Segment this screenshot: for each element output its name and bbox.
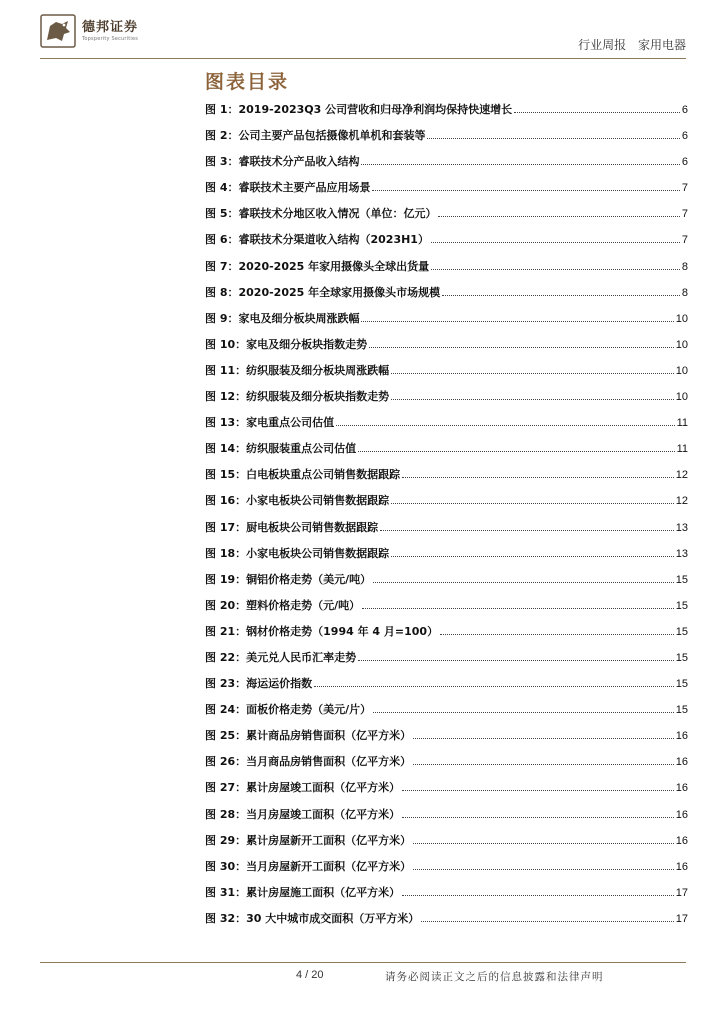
toc-entry-label: 图 19：铜铝价格走势（美元/吨） xyxy=(205,572,372,586)
toc-entry-page: 13 xyxy=(675,521,688,534)
toc-entry[interactable] xyxy=(205,806,688,832)
toc-entry[interactable] xyxy=(205,362,688,388)
toc-entry[interactable] xyxy=(205,597,688,623)
toc-entry-label: 图 3：睿联技术分产品收入结构 xyxy=(205,155,360,169)
toc-dot-leader xyxy=(402,817,674,818)
toc-entry-label: 图 25：累计商品房销售面积（亿平方米） xyxy=(205,729,412,743)
toc-entry[interactable] xyxy=(205,310,688,336)
toc-entry[interactable] xyxy=(205,910,688,936)
header-divider xyxy=(40,58,686,59)
toc-entry-label: 图 16：小家电板块公司销售数据跟踪 xyxy=(205,494,390,508)
toc-dot-leader xyxy=(391,503,674,504)
toc-entry-page: 6 xyxy=(681,156,688,169)
toc-entry-page: 15 xyxy=(675,573,688,586)
toc-dot-leader xyxy=(514,112,680,113)
toc-entry-label: 图 9：家电及细分板块周涨跌幅 xyxy=(205,311,360,325)
toc-entry-label: 图 28：当月房屋竣工面积（亿平方米） xyxy=(205,807,401,821)
logo-english-name: Topsperity Securities xyxy=(82,35,139,42)
toc-dot-leader xyxy=(413,869,674,870)
toc-entry[interactable] xyxy=(205,284,688,310)
toc-entry[interactable] xyxy=(205,231,688,257)
toc-dot-leader xyxy=(431,269,680,270)
toc-entry[interactable] xyxy=(205,492,688,518)
toc-entry[interactable] xyxy=(205,466,688,492)
toc-dot-leader xyxy=(358,451,674,452)
toc-dot-leader xyxy=(427,138,679,139)
toc-entry-page: 7 xyxy=(681,234,688,247)
toc-entry-page: 15 xyxy=(675,704,688,717)
toc-entry-page: 16 xyxy=(675,808,688,821)
toc-entry-page: 8 xyxy=(681,260,688,273)
toc-entry[interactable] xyxy=(205,701,688,727)
toc-dot-leader xyxy=(413,764,674,765)
toc-entry-page: 16 xyxy=(675,730,688,743)
toc-entry-page: 11 xyxy=(676,443,688,456)
toc-entry-label: 图 11：纺织服装及细分板块周涨跌幅 xyxy=(205,363,390,377)
toc-entry[interactable] xyxy=(205,153,688,179)
toc-entry-page: 10 xyxy=(675,338,688,351)
toc-dot-leader xyxy=(380,530,674,531)
toc-dot-leader xyxy=(336,425,674,426)
toc-dot-leader xyxy=(402,790,674,791)
toc-dot-leader xyxy=(372,190,679,191)
toc-entry[interactable] xyxy=(205,258,688,284)
header-report-info xyxy=(578,36,686,53)
toc-entry[interactable] xyxy=(205,858,688,884)
toc-entry[interactable] xyxy=(205,440,688,466)
logo-mark-icon xyxy=(40,14,76,48)
toc-entry[interactable] xyxy=(205,519,688,545)
toc-dot-leader xyxy=(314,686,674,687)
toc-dot-leader xyxy=(391,399,674,400)
toc-entry[interactable] xyxy=(205,101,688,127)
toc-entry-page: 6 xyxy=(681,104,688,116)
toc-entry-label: 图 13：家电重点公司估值 xyxy=(205,416,335,430)
toc-dot-leader xyxy=(391,556,674,557)
toc-dot-leader xyxy=(358,660,674,661)
toc-entry-label: 图 5：睿联技术分地区收入情况（单位：亿元） xyxy=(205,207,437,221)
page-number: 4 / 20 xyxy=(296,969,324,981)
toc-entry-label: 图 23：海运运价指数 xyxy=(205,677,313,691)
toc-entry-label: 图 6：睿联技术分渠道收入结构（2023H1） xyxy=(205,233,429,247)
toc-entry-page: 17 xyxy=(675,912,688,925)
toc-entry[interactable] xyxy=(205,571,688,597)
toc-entry-label: 图 20：塑料价格走势（元/吨） xyxy=(205,598,361,612)
toc-entry-label: 图 1：2019-2023Q3 公司营收和归母净利润均保持快速增长 xyxy=(205,103,513,116)
footer-divider xyxy=(40,962,686,963)
toc-entry[interactable] xyxy=(205,675,688,701)
toc-title: 图表目录 xyxy=(205,71,290,93)
toc-list xyxy=(205,101,688,936)
toc-entry[interactable] xyxy=(205,388,688,414)
toc-dot-leader xyxy=(413,738,674,739)
toc-dot-leader xyxy=(440,634,674,635)
logo-chinese-name: 德邦证券 xyxy=(82,19,139,35)
toc-dot-leader xyxy=(442,295,680,296)
toc-entry-page: 10 xyxy=(675,312,688,325)
toc-dot-leader xyxy=(373,712,674,713)
toc-entry[interactable] xyxy=(205,414,688,440)
toc-entry-label: 图 27：累计房屋竣工面积（亿平方米） xyxy=(205,781,401,795)
toc-entry-page: 16 xyxy=(675,756,688,769)
toc-entry-label: 图 22：美元兑人民币汇率走势 xyxy=(205,650,357,664)
toc-dot-leader xyxy=(413,843,674,844)
toc-dot-leader xyxy=(373,582,674,583)
toc-entry-label: 图 4：睿联技术主要产品应用场景 xyxy=(205,181,371,195)
toc-entry-label: 图 8：2020-2025 年全球家用摄像头市场规模 xyxy=(205,285,441,299)
footer-disclaimer: 请务必阅读正文之后的信息披露和法律声明 xyxy=(385,971,604,983)
toc-entry-label: 图 18：小家电板块公司销售数据跟踪 xyxy=(205,546,390,560)
toc-entry[interactable] xyxy=(205,336,688,362)
toc-entry-label: 图 29：累计房屋新开工面积（亿平方米） xyxy=(205,833,412,847)
report-type: 行业周报 xyxy=(578,38,627,52)
toc-entry-page: 11 xyxy=(676,417,688,430)
toc-entry-page: 16 xyxy=(675,782,688,795)
toc-entry-label: 图 17：厨电板块公司销售数据跟踪 xyxy=(205,520,379,534)
toc-entry[interactable] xyxy=(205,205,688,231)
toc-entry[interactable] xyxy=(205,545,688,571)
toc-entry-page: 7 xyxy=(681,182,688,195)
toc-entry-page: 17 xyxy=(675,886,688,899)
toc-entry-label: 图 30：当月房屋新开工面积（亿平方米） xyxy=(205,859,412,873)
toc-entry-label: 图 2：公司主要产品包括摄像机单机和套装等 xyxy=(205,129,426,143)
page-header xyxy=(0,0,724,60)
toc-entry-label: 图 10：家电及细分板块指数走势 xyxy=(205,337,368,351)
toc-entry-label: 图 31：累计房屋施工面积（亿平方米） xyxy=(205,885,401,899)
report-sector: 家用电器 xyxy=(637,38,686,52)
toc-entry-label: 图 32：30 大中城市成交面积（万平方米） xyxy=(205,911,420,925)
toc-entry[interactable] xyxy=(205,623,688,649)
toc-entry-page: 7 xyxy=(681,208,688,221)
toc-entry-label: 图 24：面板价格走势（美元/片） xyxy=(205,703,372,717)
toc-dot-leader xyxy=(391,373,674,374)
toc-entry-page: 15 xyxy=(675,625,688,638)
toc-entry-page: 15 xyxy=(675,599,688,612)
toc-entry-page: 16 xyxy=(675,860,688,873)
toc-entry-page: 13 xyxy=(675,547,688,560)
toc-entry-page: 12 xyxy=(675,469,688,482)
toc-dot-leader xyxy=(431,242,680,243)
toc-dot-leader xyxy=(361,164,679,165)
toc-entry-label: 图 14：纺织服装重点公司估值 xyxy=(205,442,357,456)
toc-entry[interactable] xyxy=(205,884,688,910)
toc-dot-leader xyxy=(362,608,674,609)
toc-dot-leader xyxy=(369,347,674,348)
toc-dot-leader xyxy=(438,216,679,217)
toc-entry[interactable] xyxy=(205,832,688,858)
toc-entry-label: 图 7：2020-2025 年家用摄像头全球出货量 xyxy=(205,259,430,273)
toc-entry-page: 15 xyxy=(675,651,688,664)
toc-entry[interactable] xyxy=(205,753,688,779)
toc-entry-page: 15 xyxy=(675,678,688,691)
toc-entry-label: 图 26：当月商品房销售面积（亿平方米） xyxy=(205,755,412,769)
toc-entry-page: 10 xyxy=(675,391,688,404)
toc-dot-leader xyxy=(402,895,674,896)
company-logo xyxy=(40,14,138,48)
toc-entry[interactable] xyxy=(205,127,688,153)
toc-entry-page: 6 xyxy=(681,130,688,143)
toc-entry-page: 12 xyxy=(675,495,688,508)
toc-entry-page: 8 xyxy=(681,286,688,299)
toc-dot-leader xyxy=(421,921,673,922)
toc-dot-leader xyxy=(361,321,673,322)
toc-entry[interactable] xyxy=(205,649,688,675)
toc-entry-label: 图 15：白电板块重点公司销售数据跟踪 xyxy=(205,468,401,482)
toc-dot-leader xyxy=(402,477,674,478)
toc-entry-page: 10 xyxy=(675,364,688,377)
toc-entry-label: 图 12：纺织服装及细分板块指数走势 xyxy=(205,390,390,404)
toc-entry-page: 16 xyxy=(675,834,688,847)
toc-entry-label: 图 21：钢材价格走势（1994 年 4 月=100） xyxy=(205,624,439,638)
toc-entry[interactable] xyxy=(205,179,688,205)
toc-entry[interactable] xyxy=(205,727,688,753)
toc-entry[interactable] xyxy=(205,779,688,805)
